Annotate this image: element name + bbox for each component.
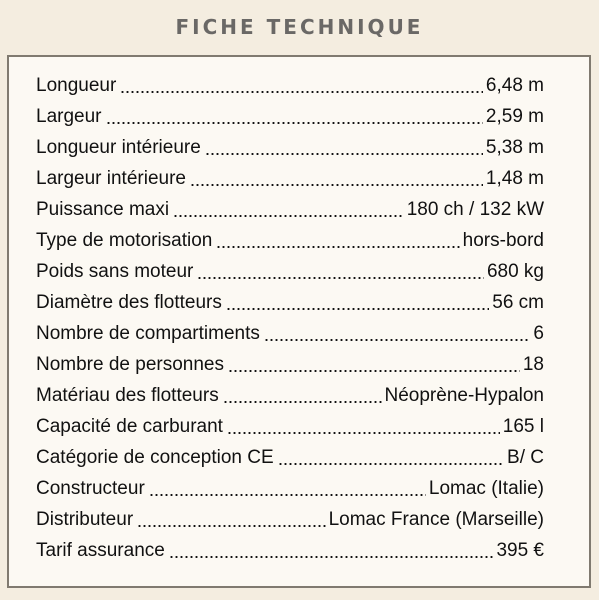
spec-value: 180 ch / 132 kW [406, 199, 544, 220]
spec-label: Diamètre des flotteurs [36, 292, 222, 313]
spec-value: B/ C [507, 447, 544, 468]
spec-label: Type de motorisation [36, 230, 213, 251]
dot-leader [190, 167, 483, 187]
header [0, 0, 599, 54]
spec-row [36, 283, 544, 314]
spec-row [36, 314, 544, 345]
dot-leader [226, 291, 489, 311]
spec-value: 1,48 m [485, 168, 544, 189]
spec-label: Matériau des flotteurs [36, 385, 219, 406]
spec-label: Distributeur [36, 509, 134, 530]
dot-leader [149, 477, 426, 497]
spec-value: 395 € [496, 540, 544, 561]
spec-label: Tarif assurance [36, 540, 165, 561]
spec-value: 2,59 m [485, 106, 544, 127]
dot-leader [228, 353, 520, 373]
spec-row [36, 345, 544, 376]
spec-row [36, 469, 544, 500]
spec-row [36, 438, 544, 469]
dot-leader [227, 415, 500, 435]
spec-value: Néoprène-Hypalon [384, 385, 544, 406]
dot-leader [120, 74, 483, 94]
dot-leader [169, 539, 494, 559]
spec-row [36, 500, 544, 531]
spec-value: Lomac France (Marseille) [328, 509, 544, 530]
spec-value: 6,48 m [485, 75, 544, 96]
spec-label: Largeur intérieure [36, 168, 186, 189]
spec-value: 56 cm [492, 292, 544, 313]
spec-label: Largeur [36, 106, 102, 127]
spec-value: 5,38 m [485, 137, 544, 158]
sheet-title: FICHE TECHNIQUE [175, 15, 424, 39]
spec-row [36, 376, 544, 407]
spec-row [36, 221, 544, 252]
spec-row [36, 97, 544, 128]
spec-value: 165 l [502, 416, 544, 437]
dot-leader [278, 446, 504, 466]
spec-label: Nombre de personnes [36, 354, 224, 375]
spec-value: 18 [522, 354, 544, 375]
spec-label: Constructeur [36, 478, 145, 499]
spec-label: Poids sans moteur [36, 261, 194, 282]
spec-row [36, 190, 544, 221]
spec-value: 6 [533, 323, 544, 344]
spec-value: Lomac (Italie) [428, 478, 544, 499]
spec-label: Puissance maxi [36, 199, 170, 220]
dot-leader [173, 198, 404, 218]
dot-leader [137, 508, 325, 528]
dot-leader [106, 105, 483, 125]
spec-label: Catégorie de conception CE [36, 447, 274, 468]
spec-label: Longueur intérieure [36, 137, 201, 158]
spec-list [36, 66, 544, 562]
dot-leader [216, 229, 459, 249]
spec-row [36, 531, 544, 562]
spec-value: 680 kg [486, 261, 544, 282]
spec-row [36, 128, 544, 159]
dot-leader [223, 384, 382, 404]
dot-leader [197, 260, 484, 280]
spec-label: Nombre de compartiments [36, 323, 260, 344]
dot-leader [205, 136, 483, 156]
spec-row [36, 66, 544, 97]
spec-label: Capacité de carburant [36, 416, 223, 437]
dot-leader [264, 322, 531, 342]
spec-row [36, 252, 544, 283]
spec-label: Longueur [36, 75, 117, 96]
spec-row [36, 407, 544, 438]
spec-value: hors-bord [462, 230, 544, 251]
spec-row [36, 159, 544, 190]
